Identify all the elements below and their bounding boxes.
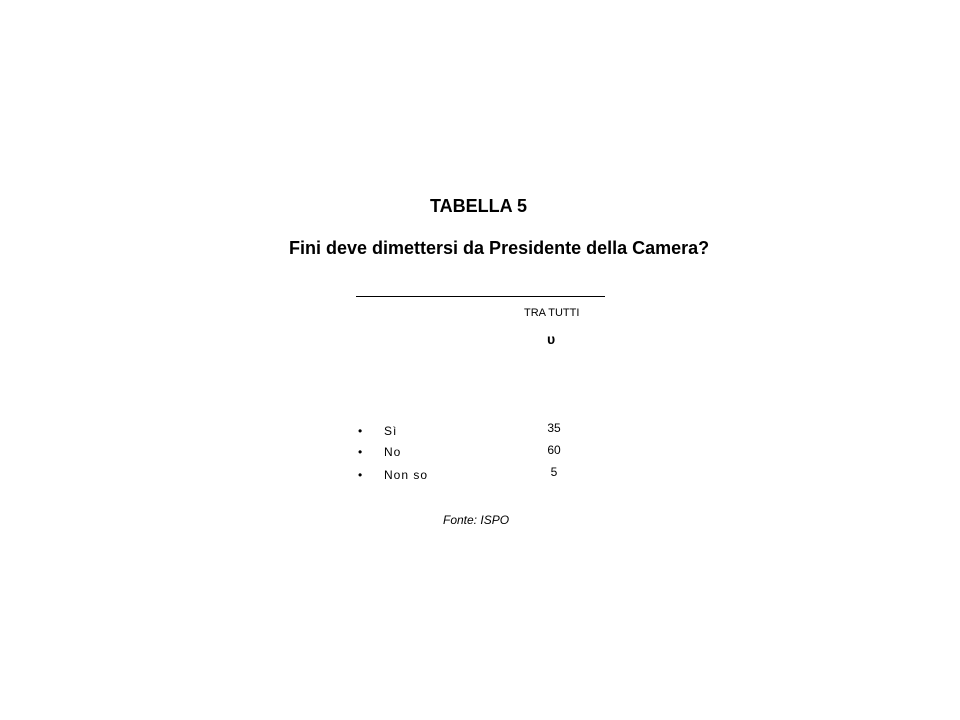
row-value-non-so: 5 xyxy=(550,465,558,479)
row-label-si: Sì xyxy=(384,424,398,438)
row-value-no: 60 xyxy=(547,443,561,457)
row-value-si: 35 xyxy=(547,421,561,435)
table-title: TABELLA 5 xyxy=(430,196,527,216)
survey-question: Fini deve dimettersi da Presidente della Camera? xyxy=(289,238,710,258)
row-label-non-so: Non so xyxy=(384,468,429,482)
bullet-icon: • xyxy=(358,424,363,438)
bullet-icon: • xyxy=(358,468,363,482)
column-header: TRA TUTTI xyxy=(524,307,580,319)
bullet-icon: • xyxy=(358,445,363,459)
column-symbol: υ xyxy=(547,331,556,347)
row-label-no: No xyxy=(384,445,402,459)
header-rule xyxy=(356,296,605,297)
source-note: Fonte: ISPO xyxy=(443,513,510,527)
